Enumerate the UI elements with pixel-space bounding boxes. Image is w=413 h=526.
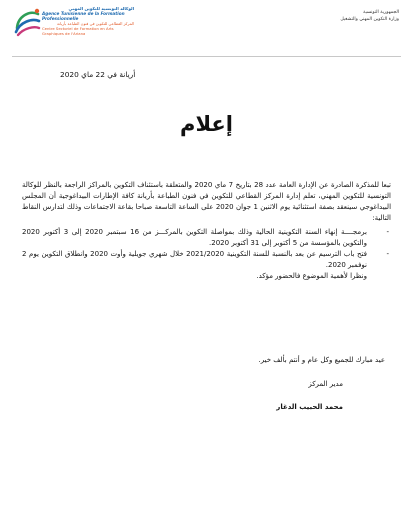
agency-name-ar: الوكالة التونسية للتكوين المهني	[68, 6, 134, 11]
wishes-line: عيد مبارك للجميع وكل عام و أنتم بألف خير.	[258, 356, 385, 364]
signature-name: محمد الحبيب الدغار	[276, 403, 343, 411]
document-title: إعلام	[180, 112, 233, 136]
center-name-fr: Centre Sectoriel de Formation en Arts Graphiques de l'Ariana	[42, 26, 114, 36]
list-item	[22, 249, 391, 271]
list-item-text: فتح باب الترسيم عن بعد بالنسبة للسنة التكوينية 2021/2020 خلال شهري جويلية وأوت 2020 وانطلاق التكوين يوم 2 نوفمبر 2020.	[22, 250, 367, 269]
signature-title: مدير المركز	[308, 380, 343, 388]
document-body	[22, 180, 391, 282]
ministry-line-1: الجمهورية التونسية	[363, 10, 399, 15]
center-name-ar: المركز القطاعي للتكوين في فنون الطباعة بأريانة	[56, 21, 134, 26]
ministry-header	[309, 10, 399, 23]
ministry-line-2: وزارة التكوين المهني والتشغيل	[340, 16, 399, 22]
list-dash: -	[386, 228, 389, 236]
points-list	[22, 227, 391, 282]
document-date: أريانة في 22 ماي 2020	[60, 70, 136, 79]
list-item	[22, 227, 391, 249]
header-divider	[12, 56, 401, 57]
intro-paragraph: تبعا للمذكرة الصادرة عن الإدارة العامة عدد 28 بتاريخ 7 ماي 2020 والمتعلقة باستئناف التكوين بالمراكز الراجعة بالنظر للوكالة التونسية للتكوين المهني، تعلم إدارة المركز القطاعي للتكوين في فنون الطباعة بأريانة كافة الإطارات البيداغوجية أن المجلس البيداغوجي سينعقد بصفة استثنائية يوم الاثنين 1 جوان 2020 على الساعة التاسعة صباحا بقاعة الاجتماعات وذلك لتدارس النقاط التالية:	[22, 181, 392, 222]
closing-note: ونظرا لأهمية الموضوع فالحضور مؤكد.	[256, 272, 367, 280]
list-item-text: برمجــــة إنهاء السنة التكوينية الحالية وذلك بمواصلة التكوين بالمركـــز من 16 سبتمبر 2020 إلى 3 أكتوبر 2020 والتكوين بالمؤسسة من 5 أكتوبر إلى 31 أكتوبر 2020.	[22, 228, 367, 247]
list-dash: -	[386, 250, 389, 258]
agency-logo-icon	[12, 6, 42, 38]
agency-logo-block	[12, 6, 132, 56]
agency-name-fr: Agence Tunisienne de la Formation Professionnelle	[42, 11, 125, 21]
